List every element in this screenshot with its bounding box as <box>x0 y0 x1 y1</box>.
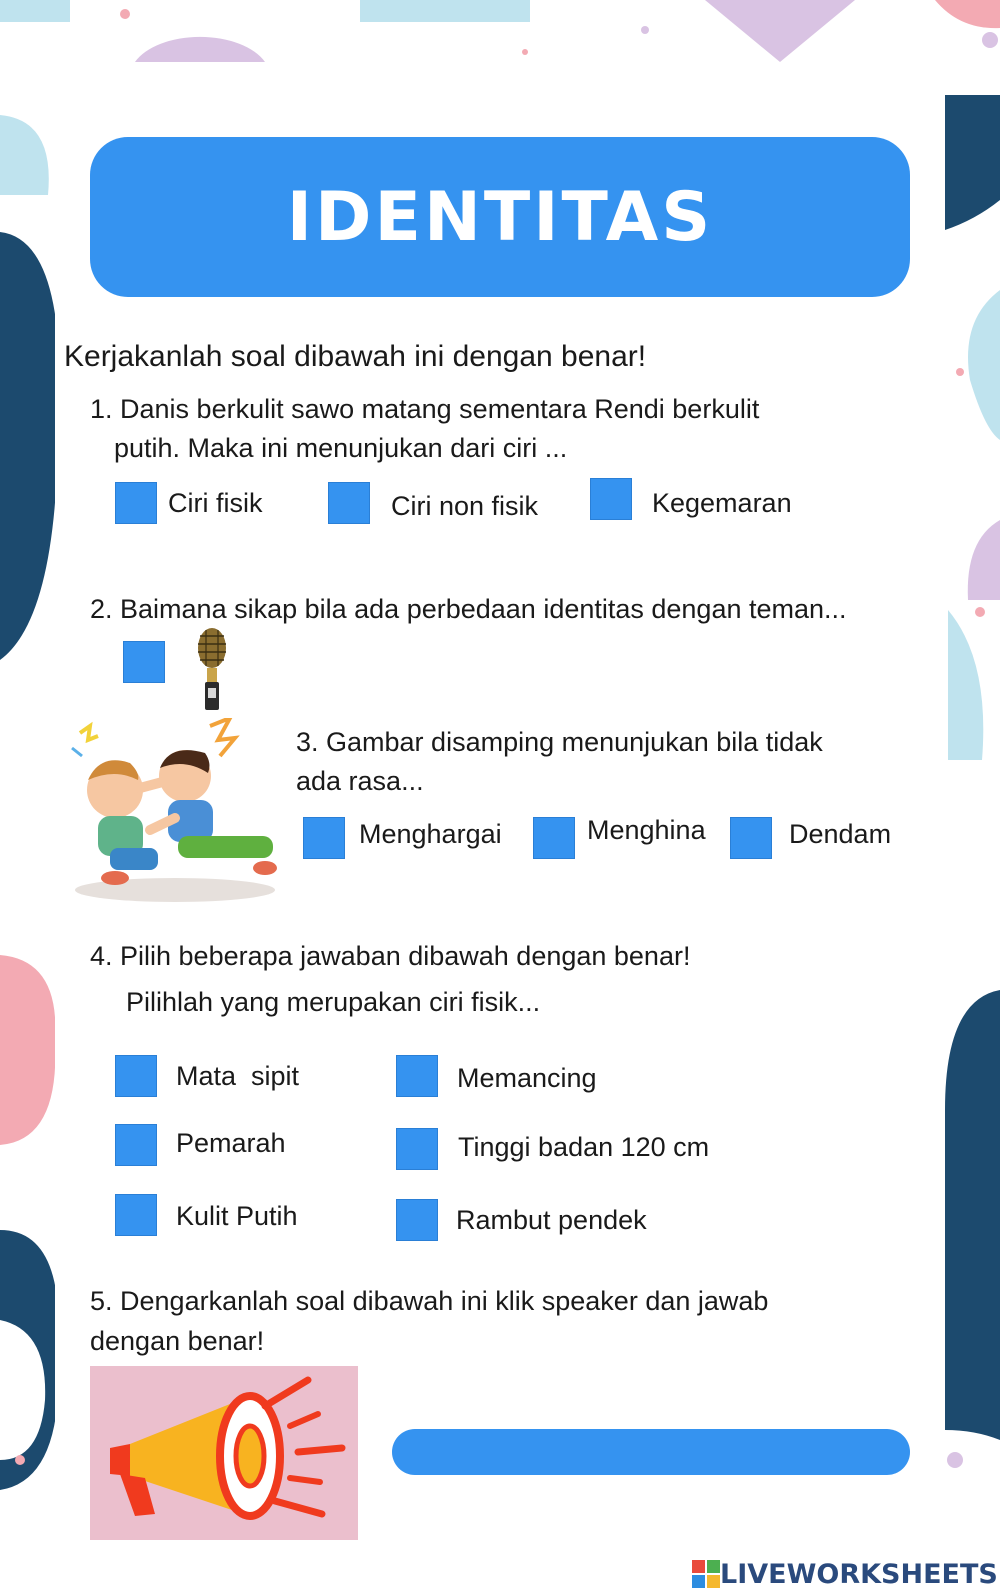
q1-option-label-3: Kegemaran <box>652 488 792 518</box>
q1-option-checkbox-2[interactable] <box>328 482 370 524</box>
q1-option-checkbox-3[interactable] <box>590 478 632 520</box>
q3-option-checkbox-3[interactable] <box>730 817 772 859</box>
q1-option-label-2: Ciri non fisik <box>391 491 539 521</box>
q1-option-checkbox-1[interactable] <box>115 482 157 524</box>
q4-option-checkbox-2[interactable] <box>396 1055 438 1097</box>
q3-option-label-2: Menghina <box>587 815 706 845</box>
speaker-button[interactable] <box>90 1366 358 1540</box>
q5-answer-input[interactable] <box>392 1429 910 1475</box>
q4-option-label-2: Memancing <box>457 1063 597 1093</box>
q3-option-checkbox-1[interactable] <box>303 817 345 859</box>
q3-text-line2: ada rasa... <box>296 766 424 796</box>
q3-option-checkbox-2[interactable] <box>533 817 575 859</box>
q5-text-line1: 5. Dengarkanlah soal dibawah ini klik speaker dan jawab <box>90 1286 769 1316</box>
q4-option-label-3: Pemarah <box>176 1128 286 1158</box>
q3-option-label-3: Dendam <box>789 819 892 849</box>
page-title: IDENTITAS <box>286 177 714 257</box>
fighting-kids-illustration <box>60 718 290 908</box>
q5-text-line2: dengan benar! <box>90 1326 265 1356</box>
title-banner <box>90 137 910 297</box>
liveworksheets-logo-icon <box>692 1560 720 1588</box>
brand-name: LIVEWORKSHEETS <box>720 1558 998 1590</box>
q4-text-line2: Pilihlah yang merupakan ciri fisik... <box>126 987 541 1017</box>
q4-option-checkbox-1[interactable] <box>115 1055 157 1097</box>
q1-option-label-1: Ciri fisik <box>168 488 263 518</box>
q4-option-label-1: Mata sipit <box>176 1061 300 1091</box>
q2-text: 2. Baimana sikap bila ada perbedaan identitas dengan teman... <box>90 594 847 624</box>
q4-option-checkbox-3[interactable] <box>115 1124 157 1166</box>
liveworksheets-brand <box>692 1556 998 1592</box>
q1-text-line1: 1. Danis berkulit sawo matang sementara Rendi berkulit <box>90 394 760 424</box>
q3-option-label-1: Menghargai <box>359 819 502 849</box>
microphone-icon[interactable] <box>192 626 232 716</box>
q4-text-line1: 4. Pilih beberapa jawaban dibawah dengan benar! <box>90 941 691 971</box>
q1-text-line2: putih. Maka ini menunjukan dari ciri ... <box>114 433 568 463</box>
q3-text-line1: 3. Gambar disamping menunjukan bila tidak <box>296 727 823 757</box>
q4-option-label-5: Kulit Putih <box>176 1201 298 1231</box>
instruction-text: Kerjakanlah soal dibawah ini dengan benar! <box>64 340 647 373</box>
q4-option-checkbox-5[interactable] <box>115 1194 157 1236</box>
megaphone-icon <box>90 1366 358 1540</box>
q4-option-checkbox-4[interactable] <box>396 1128 438 1170</box>
q2-answer-checkbox[interactable] <box>123 641 165 683</box>
q4-option-label-6: Rambut pendek <box>456 1205 647 1235</box>
q4-option-label-4: Tinggi badan 120 cm <box>458 1132 710 1162</box>
q4-option-checkbox-6[interactable] <box>396 1199 438 1241</box>
